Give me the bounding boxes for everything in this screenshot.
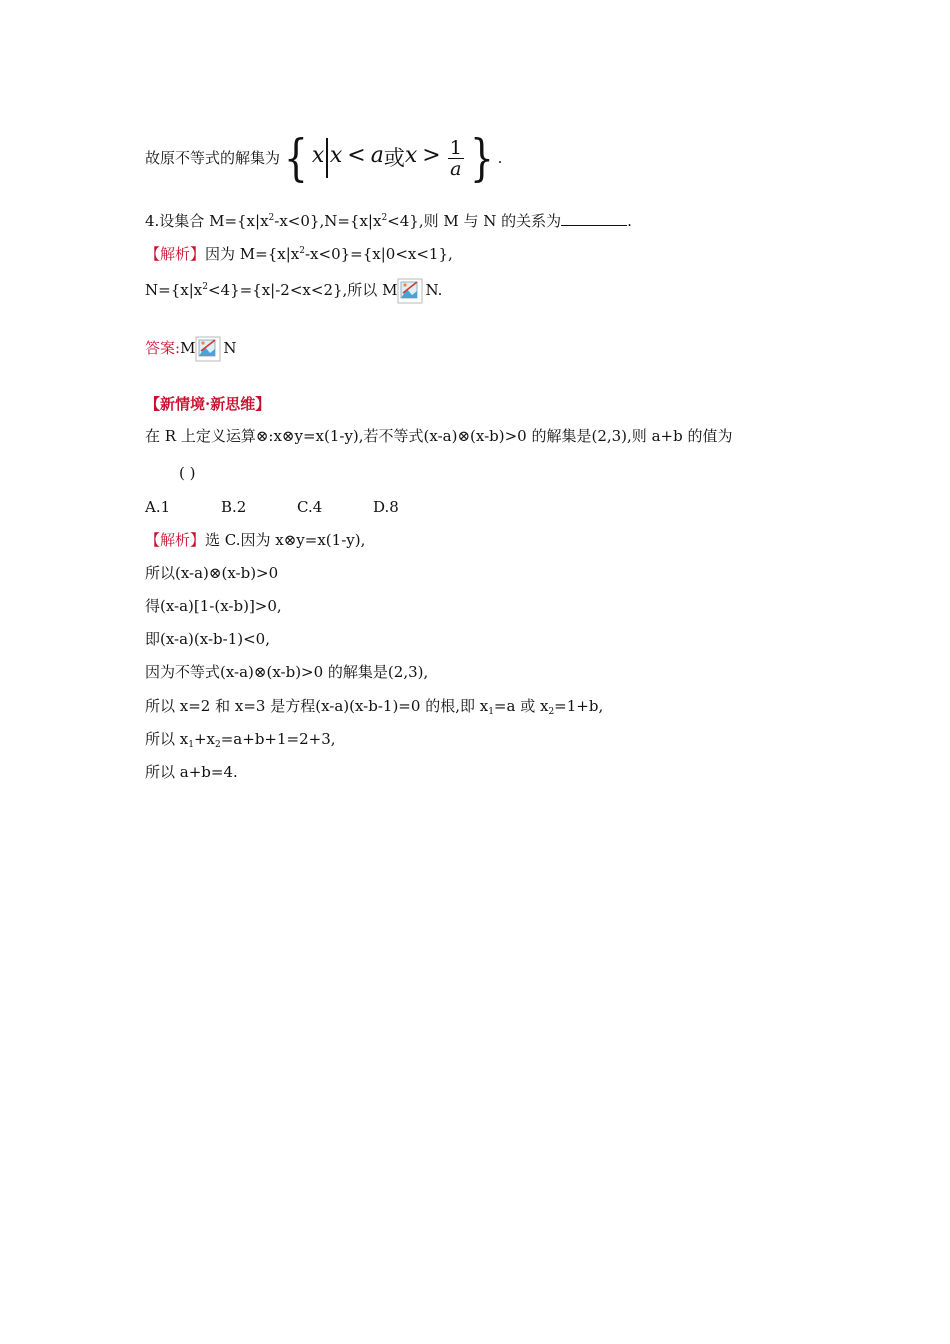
roots-sub2: 2 <box>548 707 555 717</box>
solution-line-5: 因为不等式(x-a)⊗(x-b)>0 的解集是(2,3), <box>145 663 429 681</box>
solution-line-7 <box>145 729 336 749</box>
solution-line-2: 所以(x-a)⊗(x-b)>0 <box>145 564 279 582</box>
question-stem: 在 R 上定义运算⊗:x⊗y=x(1-y),若不等式(x-a)⊗(x-b)>0 的解集是(2,3),则 a+b 的值为 <box>145 427 733 445</box>
fraction-numerator: 1 <box>449 136 462 159</box>
formula-x2: x <box>329 143 343 168</box>
roots-sub1: 1 <box>488 707 494 717</box>
q4-prefix: 4.设集合 M={x|x <box>145 212 269 230</box>
fraction-denominator: a <box>450 157 462 180</box>
solution-line-3: 得(x-a)[1-(x-b)]>0, <box>145 597 282 615</box>
fraction <box>448 138 464 179</box>
option-c: C.4 <box>297 498 323 516</box>
option-d: D.8 <box>373 498 399 516</box>
options-row <box>145 497 449 517</box>
solution-line-8: 所以 a+b=4. <box>145 763 238 781</box>
formula-end-dot: . <box>497 149 503 167</box>
answer-label: 答案: <box>145 339 181 357</box>
n-line-b: <4}={x|-2<x<2},所以 M <box>207 281 398 299</box>
broken-image-icon <box>397 278 425 306</box>
analysis1-text-a: 因为 M={x|x <box>205 245 300 263</box>
formula-gt: > <box>422 143 441 168</box>
option-b: B.2 <box>221 498 247 516</box>
formula-a: a <box>370 143 384 168</box>
formula-lt: < <box>347 143 366 168</box>
left-brace: { <box>283 129 308 187</box>
solution-line-1 <box>145 530 365 550</box>
q4-mid2: <4},则 M 与 N 的关系为 <box>387 212 562 230</box>
solution-first: 选 C.因为 x⊗y=x(1-y), <box>205 531 366 549</box>
roots-a: 所以 x=2 和 x=3 是方程(x-a)(x-b-1)=0 的根,即 x <box>145 697 489 715</box>
n-line-sup: 2 <box>202 282 208 292</box>
analysis-line-2 <box>145 274 442 306</box>
broken-image-icon <box>195 336 223 364</box>
section-title: 【新情境·新思维】 <box>145 395 271 413</box>
formula-or: 或 <box>383 146 405 170</box>
answer-n: N <box>223 339 237 357</box>
right-brace: } <box>469 129 494 187</box>
sum-sub1: 1 <box>188 740 194 750</box>
n-line-c: N. <box>425 281 443 299</box>
solution-line-6 <box>145 696 603 716</box>
q4-end: . <box>627 212 632 230</box>
solution-set-line <box>145 129 503 187</box>
analysis1-sup: 2 <box>299 246 305 256</box>
answer-line <box>145 332 237 364</box>
analysis-tag: 【解析】 <box>145 245 206 263</box>
sum-c: =a+b+1=2+3, <box>220 730 336 748</box>
solution-tag: 【解析】 <box>145 531 206 549</box>
q4-sup1: 2 <box>268 213 275 223</box>
analysis1-text-b: -x<0}={x|0<x<1}, <box>304 245 453 263</box>
answer-m: M <box>180 339 196 357</box>
answer-blank <box>561 213 627 226</box>
question-paren: ( ) <box>179 464 196 482</box>
intro-text: 故原不等式的解集为 <box>145 149 281 167</box>
solution-line-4: 即(x-a)(x-b-1)<0, <box>145 630 270 648</box>
formula-x1: x <box>311 143 325 168</box>
sum-sub2: 2 <box>215 740 221 750</box>
roots-b: =a 或 x <box>493 697 549 715</box>
q4-sup2: 2 <box>381 213 388 223</box>
question-4 <box>145 211 632 231</box>
sum-b: +x <box>193 730 215 748</box>
q4-mid1: -x<0},N={x|x <box>274 212 382 230</box>
formula-x3: x <box>404 143 418 168</box>
option-a: A.1 <box>145 498 171 516</box>
roots-c: =1+b, <box>554 697 604 715</box>
analysis-line-1 <box>145 244 453 264</box>
sum-a: 所以 x <box>145 730 189 748</box>
set-bar <box>326 138 328 178</box>
n-line-a: N={x|x <box>145 281 203 299</box>
